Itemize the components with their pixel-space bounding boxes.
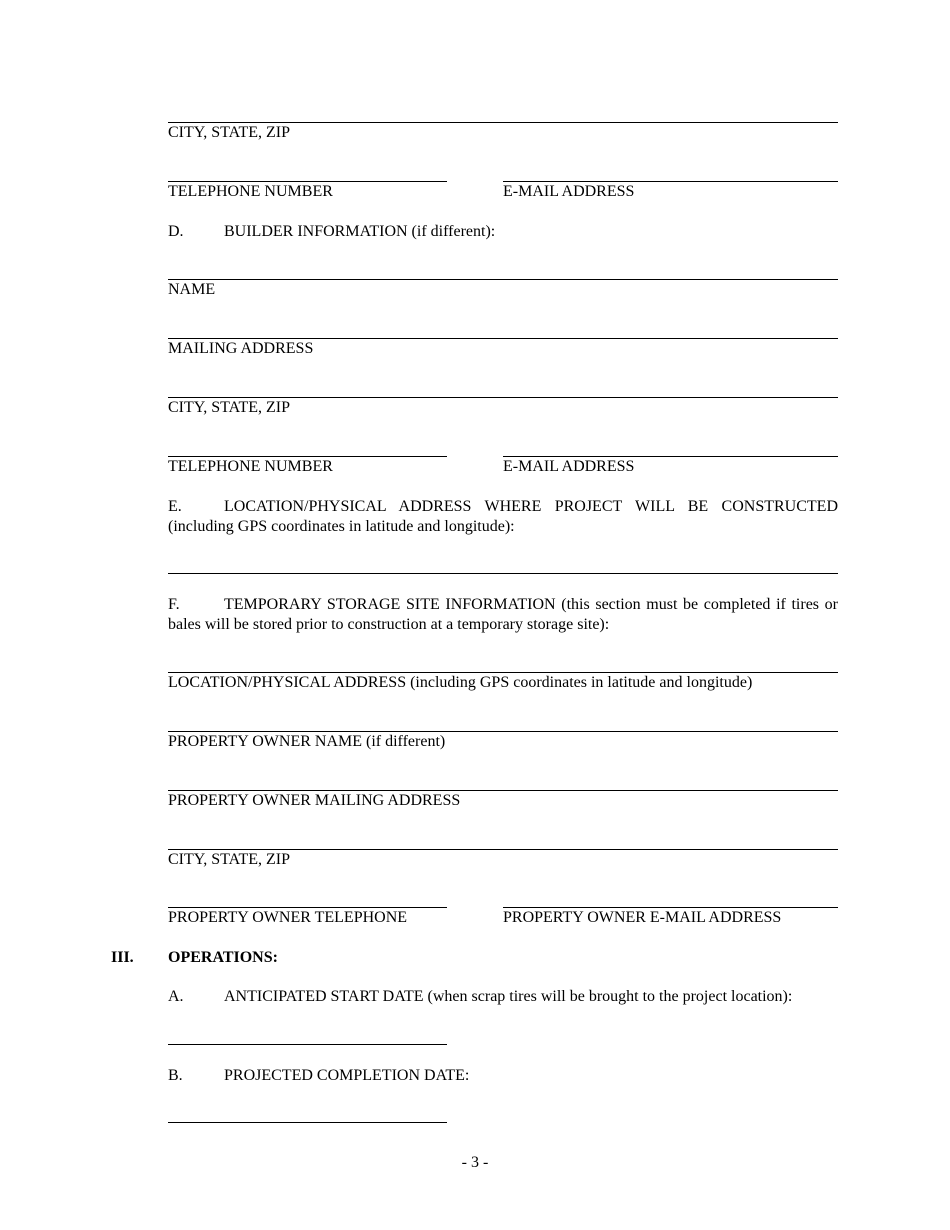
storage-location-label: LOCATION/PHYSICAL ADDRESS (including GPS coordinates in latitude and longitude) (168, 674, 753, 691)
section-f-letter: F. (168, 596, 180, 613)
section-d-heading: BUILDER INFORMATION (if different): (224, 223, 496, 240)
builder-city-line[interactable] (168, 397, 838, 398)
location-line[interactable] (168, 573, 838, 574)
builder-name-label: NAME (168, 281, 216, 298)
builder-telephone-line[interactable] (168, 456, 447, 457)
section-iii-heading: OPERATIONS: (168, 949, 278, 966)
owner-name-label: PROPERTY OWNER NAME (if different) (168, 733, 446, 750)
section-d-letter: D. (168, 223, 184, 240)
section-e-text: LOCATION/PHYSICAL ADDRESS WHERE PROJECT WILL BE CONSTRUCTED (including GPS coordinates in latitude and longitude): (168, 498, 838, 535)
builder-email-label: E-MAIL ADDRESS (503, 458, 635, 475)
email-label: E-MAIL ADDRESS (503, 183, 635, 200)
telephone-label: TELEPHONE NUMBER (168, 183, 333, 200)
section-f-paragraph (168, 595, 838, 635)
owner-telephone-line[interactable] (168, 907, 447, 908)
telephone-line[interactable] (168, 181, 447, 182)
owner-name-line[interactable] (168, 731, 838, 732)
section-b-text: PROJECTED COMPLETION DATE: (224, 1067, 470, 1084)
builder-name-line[interactable] (168, 279, 838, 280)
builder-city-label: CITY, STATE, ZIP (168, 399, 290, 416)
section-a-letter: A. (168, 988, 184, 1005)
owner-mailing-line[interactable] (168, 790, 838, 791)
builder-mailing-label: MAILING ADDRESS (168, 340, 314, 357)
owner-city-line[interactable] (168, 849, 838, 850)
owner-mailing-label: PROPERTY OWNER MAILING ADDRESS (168, 792, 461, 809)
owner-telephone-label: PROPERTY OWNER TELEPHONE (168, 909, 408, 926)
owner-email-line[interactable] (503, 907, 838, 908)
section-b-letter: B. (168, 1067, 183, 1084)
section-a-text: ANTICIPATED START DATE (when scrap tires will be brought to the project location): (224, 988, 793, 1005)
owner-city-label: CITY, STATE, ZIP (168, 851, 290, 868)
section-e-paragraph (168, 497, 838, 537)
storage-location-line[interactable] (168, 672, 838, 673)
owner-email-label: PROPERTY OWNER E-MAIL ADDRESS (503, 909, 782, 926)
builder-telephone-label: TELEPHONE NUMBER (168, 458, 333, 475)
section-f-text: TEMPORARY STORAGE SITE INFORMATION (this section must be completed if tires or bales will be stored prior to construction at a temporary storage site): (168, 596, 838, 633)
page-number: - 3 - (461, 1154, 489, 1171)
city-state-zip-line[interactable] (168, 122, 838, 123)
completion-date-line[interactable] (168, 1122, 447, 1123)
builder-email-line[interactable] (503, 456, 838, 457)
section-iii-numeral: III. (111, 949, 134, 966)
start-date-line[interactable] (168, 1044, 447, 1045)
section-e-letter: E. (168, 498, 182, 515)
email-line[interactable] (503, 181, 838, 182)
city-state-zip-label: CITY, STATE, ZIP (168, 124, 290, 141)
builder-mailing-line[interactable] (168, 338, 838, 339)
